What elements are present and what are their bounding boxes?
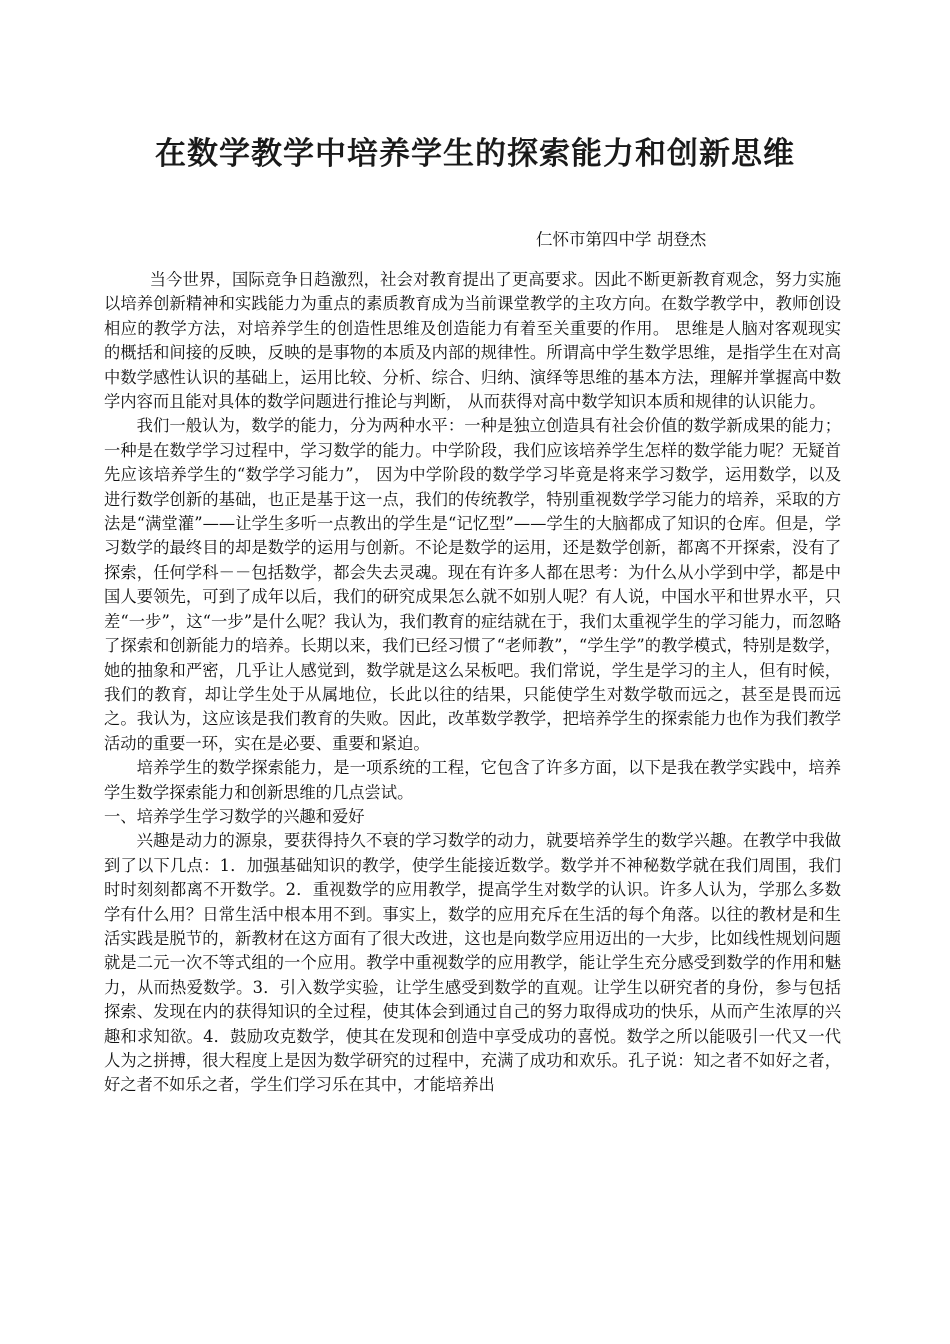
- section-heading-interest: 一、培养学生学习数学的兴趣和爱好: [104, 806, 365, 826]
- paragraph-intro: 当今世界，国际竞争日趋激烈，社会对教育提出了更高要求。因此不断更新教育观念，努力实施以培养创新精神和实践能力为重点的素质教育成为当前课堂教学的主攻方向。在数学教学中，教师创设相应的教学方法，对培养学生的创造性思维及创造能力有着至关重要的作用。 思维是人脑对客观现实的概括和间接的反映，反映的是事物的本质及内部的规律性。所谓高中学生数学思维，是指学生在对高中数学感性认识的基础上，运用比较、分析、综合、归纳、演绎等思维的基本方法，理解并掌握高中数学内容而且能对具体的数学问题进行推论与判断， 从而获得对高中数学知识本质和规律的认识能力。: [104, 270, 841, 412]
- author-line: 仁怀市第四中学 胡登杰: [536, 230, 707, 249]
- document-title: 在数学教学中培养学生的探索能力和创新思维: [155, 136, 795, 172]
- paragraph-math-ability: 我们一般认为，数学的能力，分为两种水平：一种是独立创造具有社会价值的数学新成果的能力；一种是在数学学习过程中，学习数学的能力。中学阶段，我们应该培养学生怎样的数学能力呢？无疑首先应该培养学生的“数学学习能力”， 因为中学阶段的数学学习毕竟是将来学习数学，运用数学，以及进行数学创新的基础，也正是基于这一点，我们的传统教学，特别重视数学学习能力的培养，采取的方法是“满堂灌”——让学生多听一点教出的学生是“记忆型”——学生的大脑都成了知识的仓库。但是，学习数学的最终目的却是数学的运用与创新。不论是数学的运用，还是数学创新，都离不开探索，没有了探索，任何学科－－包括数学，都会失去灵魂。现在有许多人都在思考：为什么从小学到中学，都是中国人要领先，可到了成年以后，我们的研究成果怎么就不如别人呢？有人说，中国水平和世界水平，只差“一步”，这“一步”是什么呢？我认为，我们教育的症结就在于，我们太重视学生的学习能力，而忽略了探索和创新能力的培养。长期以来，我们已经习惯了“老师教”，“学生学”的教学模式，特别是数学，她的抽象和严密，几乎让人感觉到，数学就是这么呆板吧。我们常说，学生是学习的主人，但有时候，我们的教育，却让学生处于从属地位，长此以往的结果，只能使学生对数学敬而远之，甚至是畏而远之。我认为，这应该是我们教育的失败。因此，改革数学教学，把培养学生的探索能力也作为我们教学活动的重要一环，实在是必要、重要和紧迫。: [104, 416, 841, 753]
- paragraph-attempts: 培养学生的数学探索能力，是一项系统的工程，它包含了许多方面，以下是我在教学实践中，培养学生数学探索能力和创新思维的几点尝试。: [104, 758, 841, 802]
- paragraph-interest: 兴趣是动力的源泉，要获得持久不衰的学习数学的动力，就要培养学生的数学兴趣。在教学中我做到了以下几点：1．加强基础知识的教学，使学生能接近数学。数学并不神秘数学就在我们周围，我们时时刻刻都离不开数学。2．重视数学的应用教学，提高学生对数学的认识。许多人认为，学那么多数学有什么用？日常生活中根本用不到。事实上，数学的应用充斥在生活的每个角落。以往的教材是和生活实践是脱节的，新教材在这方面有了很大改进，这也是向数学应用迈出的一大步，比如线性规划问题就是二元一次不等式组的一个应用。教学中重视数学的应用教学，能让学生充分感受到数学的作用和魅力，从而热爱数学。3．引入数学实验，让学生感受到数学的直观。让学生以研究者的身份，参与包括探索、发现在内的获得知识的全过程，使其体会到通过自己的努力取得成功的快乐，从而产生浓厚的兴趣和求知欲。4．鼓励攻克数学，使其在发现和创造中享受成功的喜悦。数学之所以能吸引一代又一代人为之拼搏，很大程度上是因为数学研究的过程中，充满了成功和欢乐。孔子说：知之者不如好之者，好之者不如乐之者，学生们学习乐在其中，才能培养出: [104, 831, 841, 1095]
- document-body: [104, 268, 841, 1098]
